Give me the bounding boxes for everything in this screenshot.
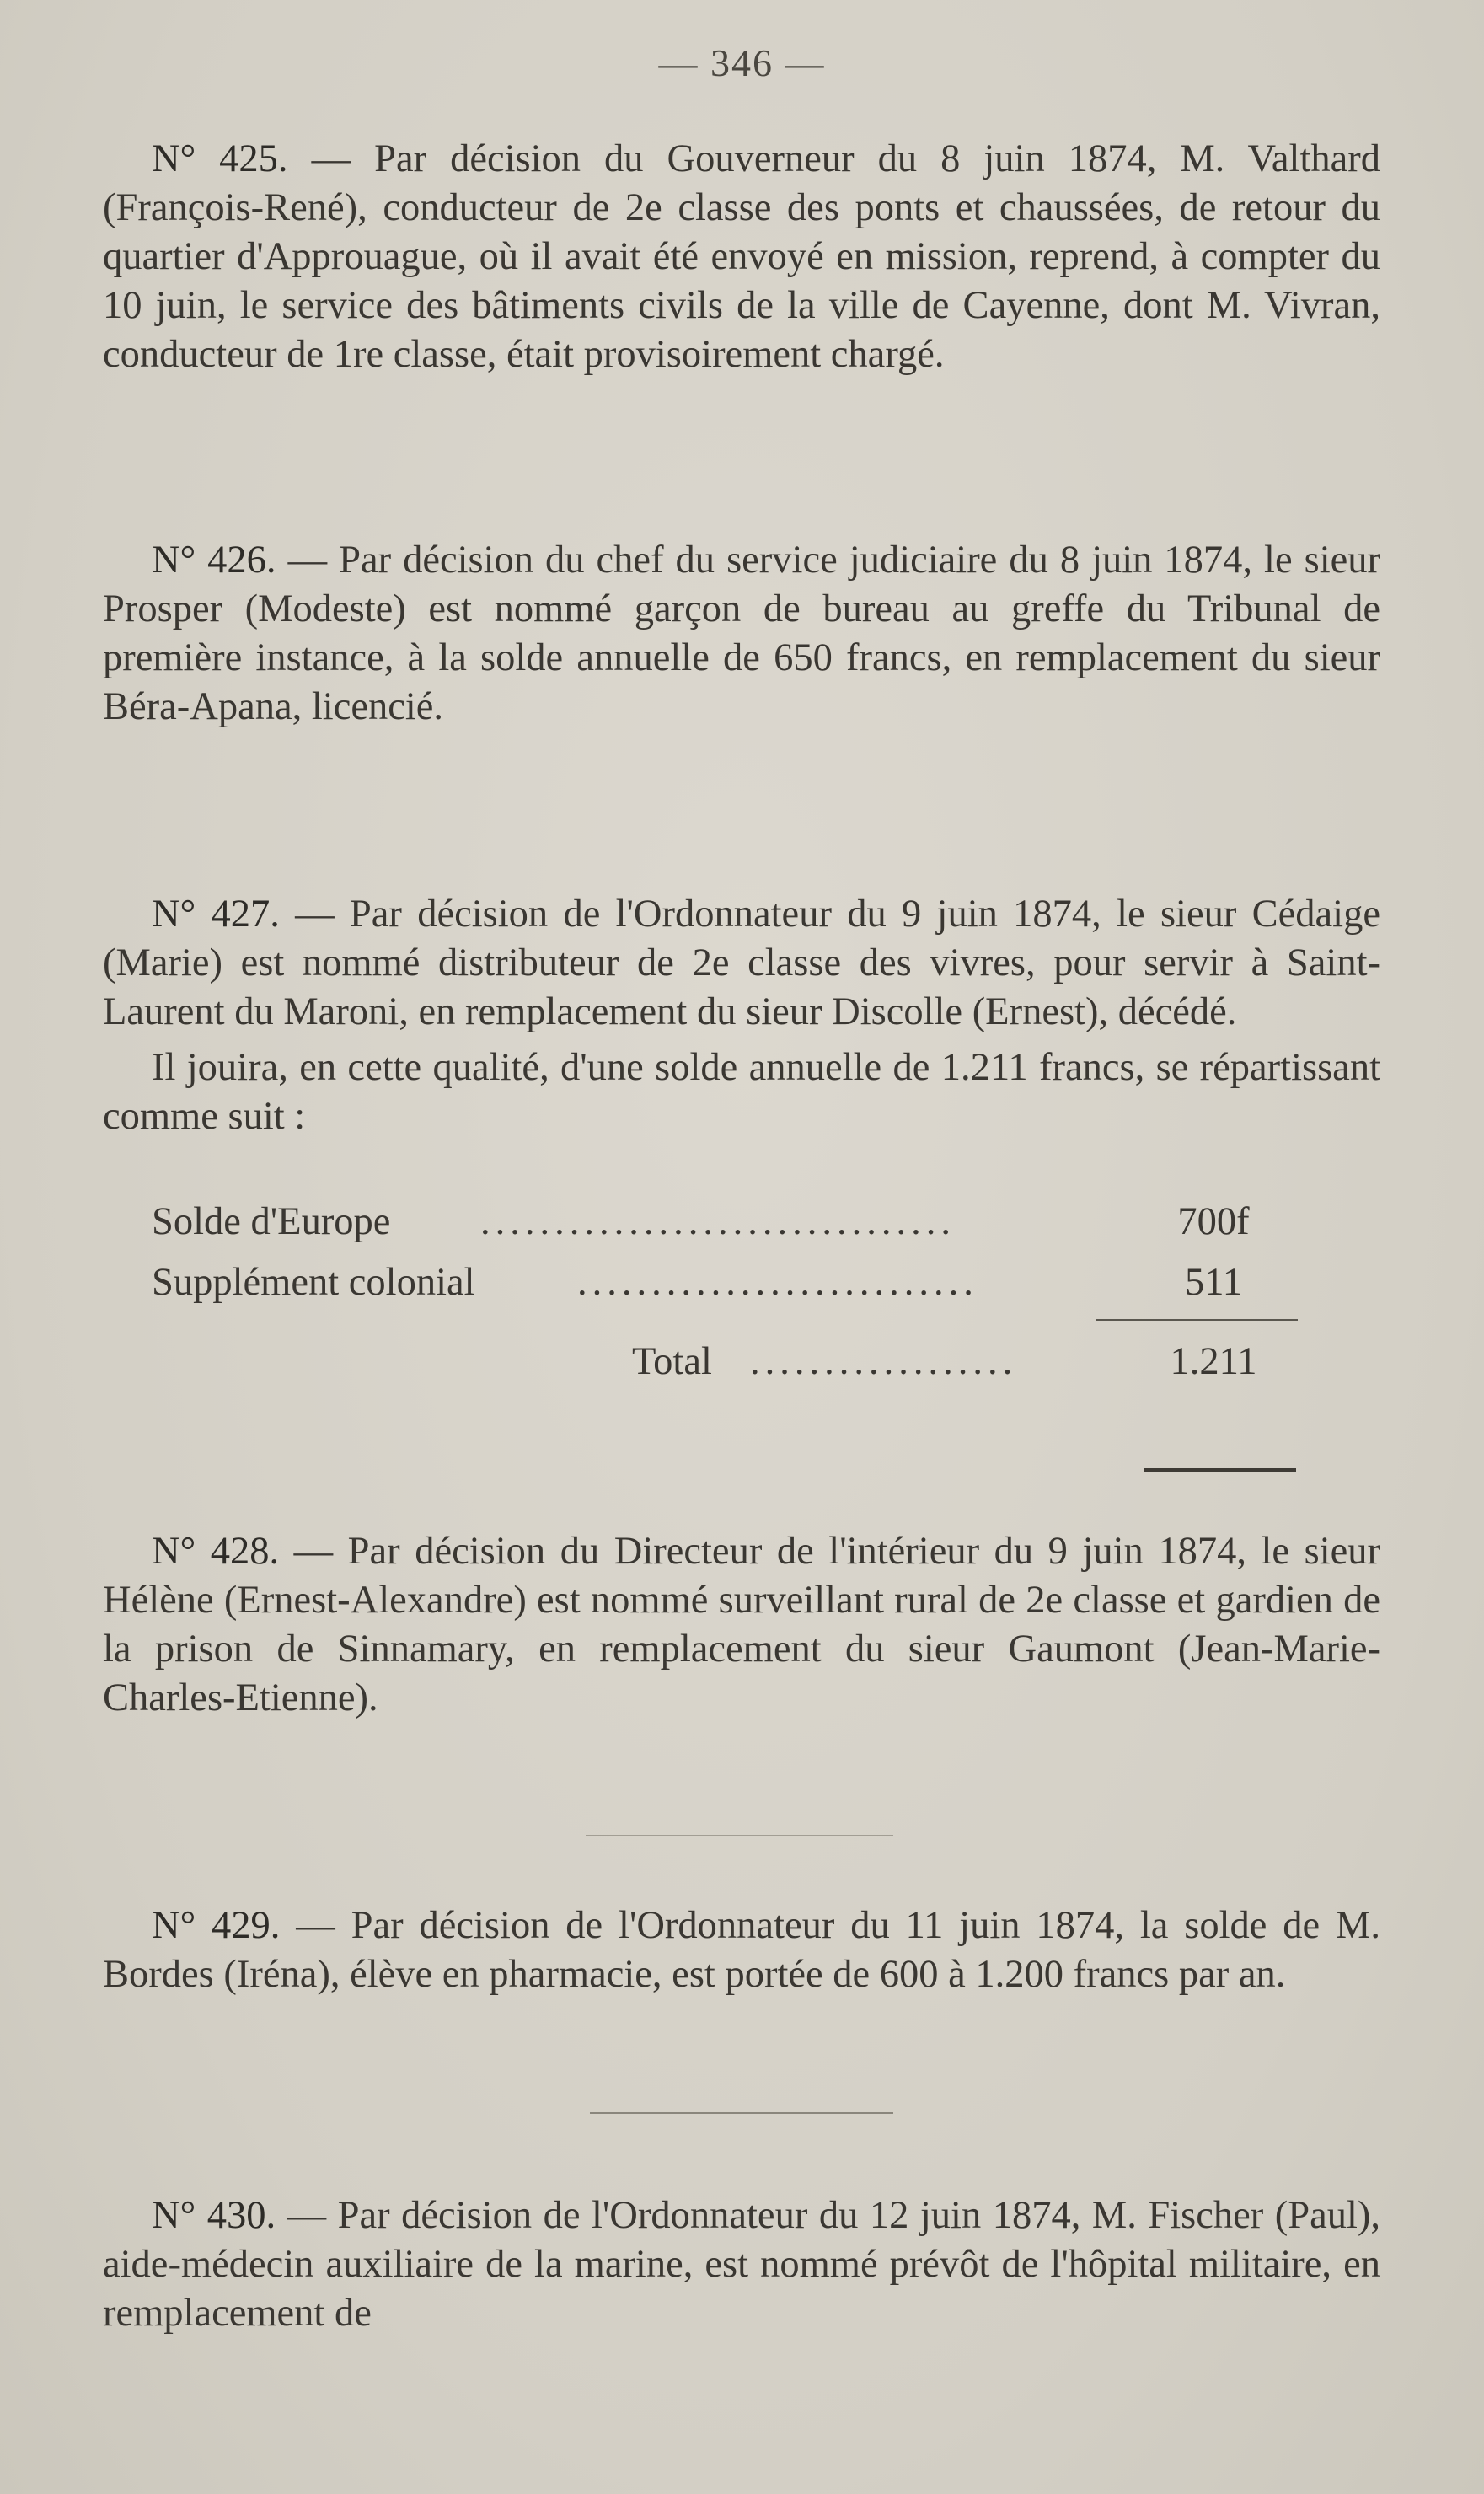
entry-number: N° 430. xyxy=(152,2194,276,2237)
row-label: Solde d'Europe xyxy=(152,1200,391,1243)
table-row xyxy=(152,1197,1298,1247)
entry-number: N° 428. xyxy=(152,1530,280,1573)
salary-table xyxy=(152,1197,1298,1387)
entry-text: — Par décision de l'Ordonnateur du 12 juin 1874, M. Fischer (Paul), aide-médecin auxiliaire de la marine, est nommé prévôt de l'hôpital militaire, en remplacement de xyxy=(103,2194,1381,2335)
entry-426 xyxy=(103,536,1380,732)
leader-dots: ........................... xyxy=(577,1261,978,1304)
entry-text: — Par décision du Gouverneur du 8 juin 1874, M. Valthard (François-René), conducteur de 2e classe des ponts et chaussées, de retour du quartier d'Approuague, où il avait été envoyé en mission, reprend, à compter du 10 juin, le service des bâtiments civils de la ville de Cayenne, dont M. Vivran, conducteur de 1re classe, était provisoirement chargé. xyxy=(103,137,1381,376)
total-label: Total xyxy=(632,1340,712,1383)
entry-text: — Par décision de l'Ordonnateur du 9 juin 1874, le sieur Cédaige (Marie) est nommé distributeur de 2e classe des vivres, pour servir à Saint-Laurent du Maroni, en remplacement du sieur Discolle (Ernest), décédé. xyxy=(103,893,1380,1033)
total-value: 1.211 xyxy=(1170,1340,1257,1383)
total-rule xyxy=(1096,1319,1298,1321)
leader-dots: .................. xyxy=(750,1340,1018,1383)
closing-rule xyxy=(1144,1468,1296,1472)
entry-number: N° 425. xyxy=(152,137,288,180)
row-value: 511 xyxy=(1184,1261,1243,1304)
entry-text-continued: Il jouira, en cette qualité, d'une solde annuelle de 1.211 francs, se répartissant comme suit : xyxy=(103,1046,1380,1138)
entry-text: — Par décision de l'Ordonnateur du 11 juin 1874, la solde de M. Bordes (Iréna), élève en pharmacie, est portée de 600 à 1.200 francs par an. xyxy=(103,1904,1380,1996)
entry-text: — Par décision du Directeur de l'intérieur du 9 juin 1874, le sieur Hélène (Ernest-Alexandre) est nommé surveillant rural de 2e classe et gardien de la prison de Sinnamary, en remplacement du sieur Gaumont (Jean-Marie-Charles-Etienne). xyxy=(103,1530,1380,1719)
table-row xyxy=(152,1258,1298,1308)
separator-rule xyxy=(586,1835,893,1836)
entry-429 xyxy=(103,1901,1380,1999)
total-row xyxy=(152,1337,1298,1387)
entry-425 xyxy=(103,135,1380,379)
entry-text: — Par décision du chef du service judiciaire du 8 juin 1874, le sieur Prosper (Modeste) est nommé garçon de bureau au greffe du Tribunal de première instance, à la solde annuelle de 650 francs, en remplacement du sieur Béra-Apana, licencié. xyxy=(103,539,1380,728)
leader-dots: ................................ xyxy=(480,1200,956,1243)
row-value: 700f xyxy=(1177,1200,1250,1243)
entry-428 xyxy=(103,1527,1380,1723)
row-label: Supplément colonial xyxy=(152,1261,475,1304)
entry-number: N° 427. xyxy=(152,893,280,936)
entry-number: N° 429. xyxy=(152,1904,281,1947)
separator-rule xyxy=(590,2112,893,2114)
entry-number: N° 426. xyxy=(152,539,276,582)
entry-427 xyxy=(103,890,1380,1141)
entry-430 xyxy=(103,2191,1380,2338)
page-number: — 346 — xyxy=(658,41,826,84)
